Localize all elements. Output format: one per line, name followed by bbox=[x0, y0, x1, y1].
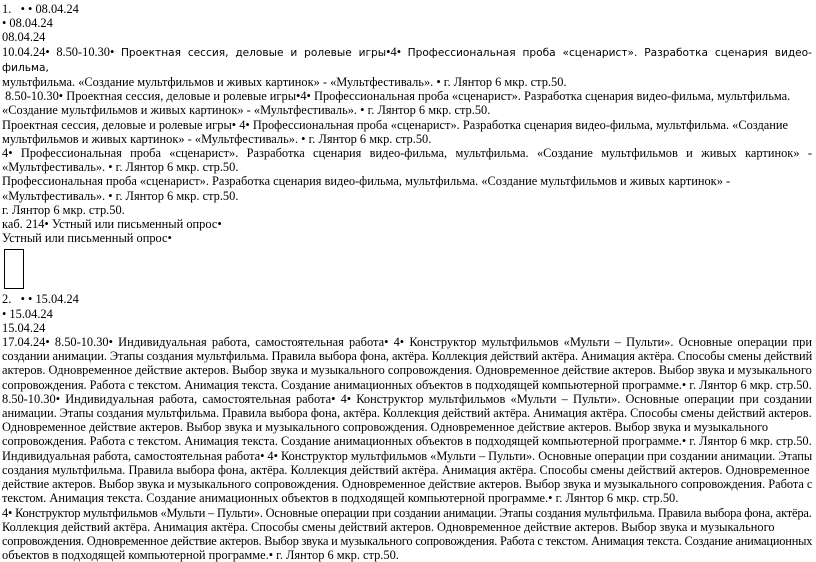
hours-count: •4• bbox=[386, 44, 402, 59]
item-1-bullet-date: • 08.04.24 bbox=[2, 16, 53, 31]
date-text: 15.04.24 bbox=[35, 292, 79, 307]
date-text: 08.04.24 bbox=[35, 2, 79, 16]
item-1-location: г. Лянтор 6 мкр. стр.50. bbox=[2, 202, 125, 217]
item-2-row-a-line-1: 17.04.24• 8.50-10.30• Индивидуальная работа, самостоятельная работа• 4• Конструктор мультфильмов «Мульти – Пульти». Основные операции при bbox=[2, 335, 812, 350]
item-2-row-c-line-3: действие актеров. Выбор звука и музыкального сопровождения. Одновременное действие актеров. Выбор звука и музыкального сопровождения. Работа с bbox=[2, 477, 813, 492]
item-number: 2. bbox=[2, 292, 12, 307]
schedule-document bbox=[2, 2, 812, 562]
item-1-header bbox=[2, 2, 812, 16]
row-date: 10.04.24• bbox=[2, 44, 50, 59]
item-1-assessment: Устный или письменный опрос• bbox=[2, 231, 172, 246]
item-2-date: 15.04.24 bbox=[2, 320, 46, 335]
item-1-row-e-line-1: Профессиональная проба «сценарист». Разработка сценария видео-фильма, мультфильма. «Создание мультфильмов и живых картинок» - bbox=[2, 174, 731, 189]
topic-text: Профессиональная проба «сценарист». Разработка сценария видео-фильма, bbox=[2, 46, 812, 74]
item-2-row-d-line-2: Коллекция действий актёра. Анимация актёра. Способы смены действий актеров. Одновременное действие актеров. Выбор звука и музыкального bbox=[2, 519, 775, 534]
session-type: Проектная сессия, деловые и ролевые игры bbox=[120, 46, 387, 59]
item-1-row-c-line-2: мультфильмов и живых картинок» - «Мультфестиваль». • г. Лянтор 6 мкр. стр.50. bbox=[2, 131, 432, 146]
item-2-row-c-line-4: текстом. Анимация текста. Создание анимационных объектов в подходящей компьютерной программе.• г. Лянтор 6 мкр. стр.50. bbox=[2, 491, 679, 506]
item-2-row-d-line-1: 4• Конструктор мультфильмов «Мульти – Пульти». Основные операции при создании анимации. Этапы создания мультфильма. Правила выбора фона, актёра. bbox=[2, 505, 812, 520]
item-2-header bbox=[2, 292, 812, 306]
empty-table-cell bbox=[4, 249, 24, 289]
item-2-row-c-line-1: Индивидуальная работа, самостоятельная работа• 4• Конструктор мультфильмов «Мульти – Пульти». Основные операции при создании анимации. Этапы bbox=[2, 448, 813, 463]
item-1-row-a-line-1 bbox=[2, 45, 812, 75]
item-2-row-d-line-3: сопровождения. Одновременное действие актеров. Выбор звука и музыкального сопровождения. Работа с текстом. Анимация текста. Создание анимационных bbox=[2, 533, 813, 548]
item-2-bullet-date: • 15.04.24 bbox=[2, 306, 53, 321]
item-1-row-c-line-1: Проектная сессия, деловые и ролевые игры• 4• Профессиональная проба «сценарист». Разработка сценария видео-фильма, мультфильма. «Создание bbox=[2, 117, 789, 132]
item-2-row-d-line-4: объектов в подходящей компьютерной программе.• г. Лянтор 6 мкр. стр.50. bbox=[2, 548, 399, 562]
item-2-row-b-line-2: анимации. Этапы создания мультфильма. Правила выбора фона, актёра. Коллекция действий актёра. Анимация актёра. Способы смены действий актеров. bbox=[2, 406, 812, 421]
item-2-row-b-line-3: Одновременное действие актеров. Выбор звука и музыкального сопровождения. Одновременное действие актеров. Выбор звука и музыкального bbox=[2, 420, 769, 435]
item-1-row-b-line-1 bbox=[2, 89, 812, 103]
item-2-row-a-line-3: актеров. Одновременное действие актеров. Выбор звука и музыкального сопровождения. Одновременное действие актеров. Выбор звука и музыкального bbox=[2, 363, 812, 378]
bullet-marks: • • bbox=[20, 2, 33, 16]
item-1-row-a-line-2: мультфильма. «Создание мультфильмов и живых картинок» - «Мультфестиваль». • г. Лянтор 6 мкр. стр.50. bbox=[2, 75, 567, 90]
item-2-row-a-line-4: сопровождения. Работа с текстом. Анимация текста. Создание анимационных объектов в подходящей компьютерной программе.• г. Лянтор 6 мкр. стр.50. bbox=[2, 377, 812, 392]
item-1-row-b-line-2: «Создание мультфильмов и живых картинок» - «Мультфестиваль». • г. Лянтор 6 мкр. стр.50. bbox=[2, 103, 491, 118]
row-text: Проектная сессия, деловые и ролевые игры•4• Профессиональная проба «сценарист». Разработка сценария видео-фильма, мультфильма. bbox=[66, 89, 791, 104]
item-1-room-assessment: каб. 214• Устный или письменный опрос• bbox=[2, 217, 222, 232]
item-1-row-d-line-2: «Мультфестиваль». • г. Лянтор 6 мкр. стр.50. bbox=[2, 160, 239, 175]
row-time: 8.50-10.30• bbox=[5, 89, 64, 104]
item-2-row-b-line-4: сопровождения. Работа с текстом. Анимация текста. Создание анимационных объектов в подходящей компьютерной программе.• г. Лянтор 6 мкр. стр.50. bbox=[2, 434, 812, 449]
item-1-row-d-line-1: 4• Профессиональная проба «сценарист». Разработка сценария видео-фильма, мультфильма. «Создание мультфильмов и живых картинок» - bbox=[2, 146, 812, 161]
item-2-row-a-line-2: создании анимации. Этапы создания мультфильма. Правила выбора фона, актёра. Коллекция действий актёра. Анимация актёра. Способы смены действий bbox=[2, 349, 813, 364]
item-2-row-b-line-1: 8.50-10.30• Индивидуальная работа, самостоятельная работа• 4• Конструктор мультфильмов «Мульти – Пульти». Основные операции при создании bbox=[2, 391, 812, 406]
bullet-marks: • • bbox=[20, 292, 33, 307]
item-1-date: 08.04.24 bbox=[2, 30, 46, 45]
row-time: 8.50-10.30• bbox=[56, 44, 115, 59]
item-2-row-c-line-2: создания мультфильма. Правила выбора фона, актёра. Коллекция действий актёра. Анимация актёра. Способы смены действий актеров. Одновременное bbox=[2, 462, 810, 477]
item-number: 1. bbox=[2, 2, 12, 16]
item-1-row-e-line-2: «Мультфестиваль». • г. Лянтор 6 мкр. стр.50. bbox=[2, 188, 239, 203]
